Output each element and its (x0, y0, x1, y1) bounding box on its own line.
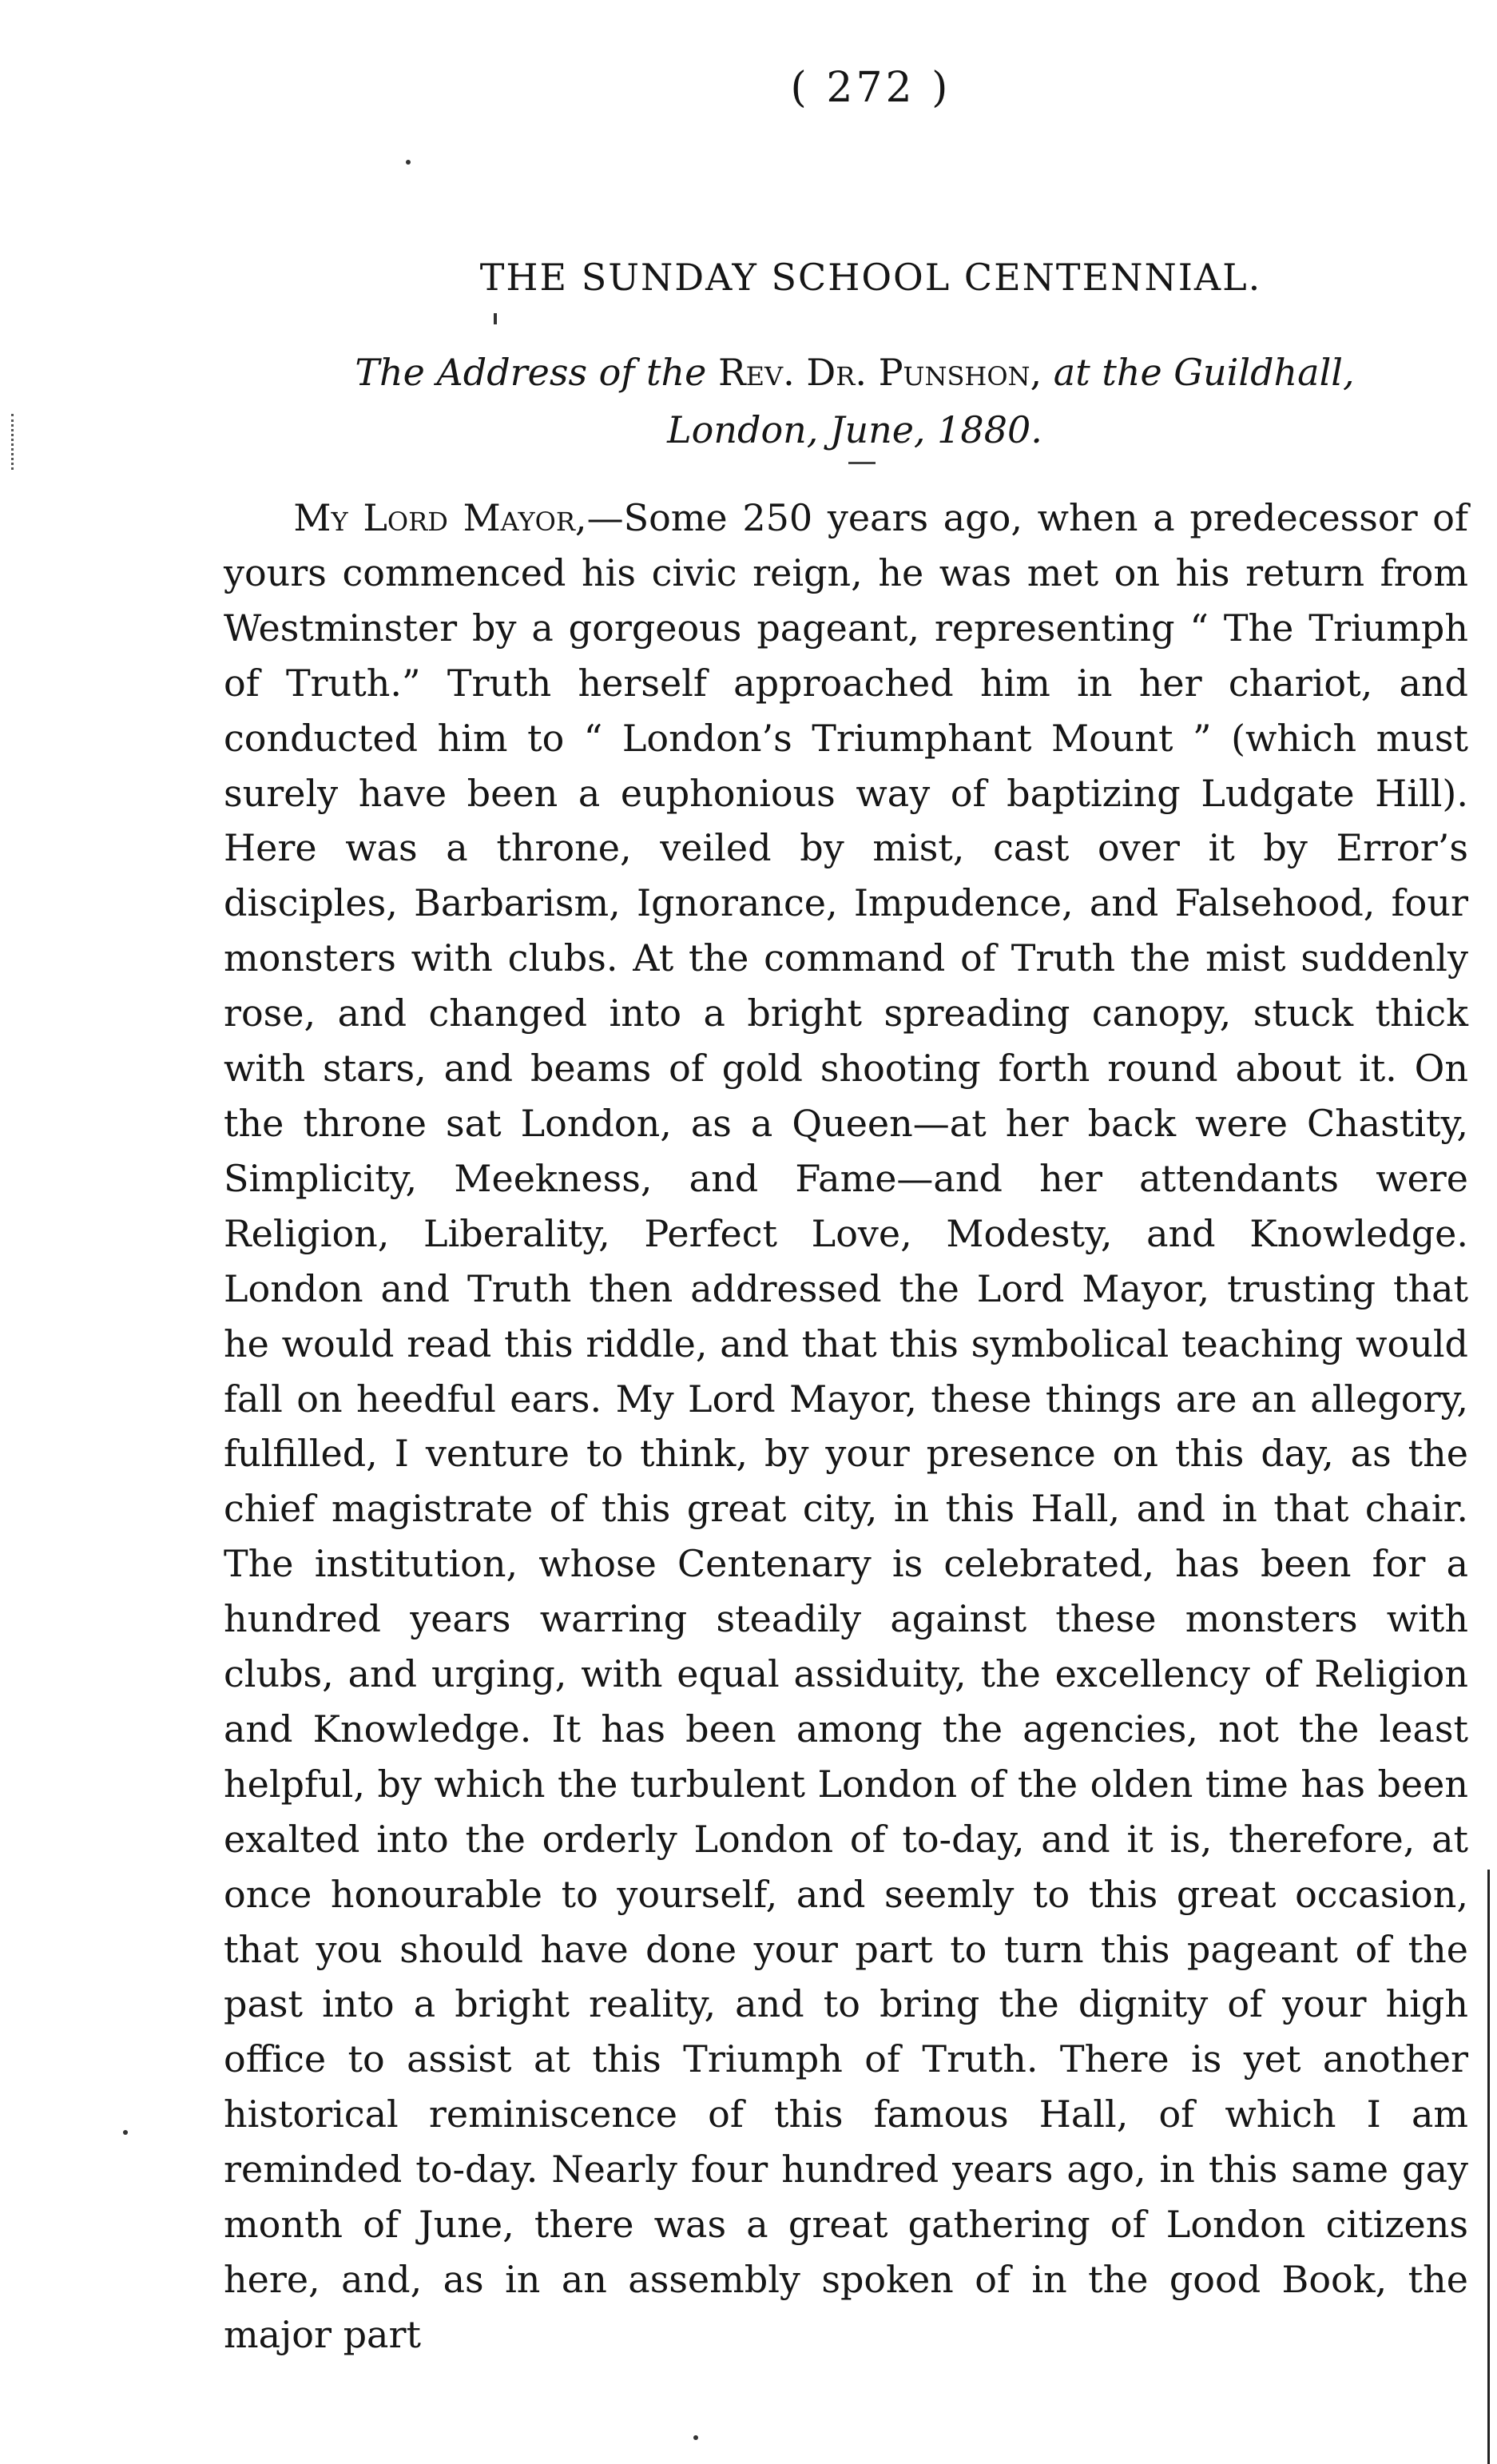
subtitle-speaker: Rev. Dr. Punshon, (718, 351, 1042, 394)
salutation: My Lord Mayor, (293, 496, 587, 539)
page-edge-line (1487, 1870, 1493, 2464)
body-paragraph (224, 491, 1468, 2363)
page-number: ( 272 ) (790, 64, 951, 112)
margin-dots (11, 414, 17, 470)
article-subtitle (264, 344, 1446, 459)
subtitle-part-1: The Address of the (355, 351, 707, 394)
article-title: THE SUNDAY SCHOOL CENTENNIAL. (479, 256, 1262, 299)
ink-speck (494, 313, 497, 324)
subtitle-place-date: London, June, 1880. (667, 408, 1042, 451)
separator-rule (848, 462, 876, 464)
ink-speck (406, 160, 411, 165)
ink-speck (693, 2435, 698, 2440)
body-text: —Some 250 years ago, when a predecessor of yours commenced his civic reign, he was met on his return from Westminster by a gorgeous pageant, representing “ The Triumph of Truth.” Truth herself approached him in her chariot, and conducted him to “ London’s Triumphant Mount ” (which must surely have been a euphonious way of baptizing Ludgate Hill). Here was a throne, veiled by mist, cast over it by Error’s disciples, Barbarism, Ignorance, Impudence, and Falsehood, four monsters with clubs. At the command of Truth the mist suddenly rose, and changed into a bright spreading canopy, stuck thick with stars, and beams of gold shooting forth round about it. On the throne sat London, as a Queen—at her back were Chastity, Simplicity, Meekness, and Fame—and her attendants were Religion, Liberality, Perfect Love, Modesty, and Knowledge. London and Truth then addressed the Lord Mayor, trusting that he would read this riddle, and that this symbolical teaching would fall on heedful ears. My Lord Mayor, these things are an allegory, fulfilled, I venture to think, by your presence on this day, as the chief magistrate of this great city, in this Hall, and in that chair. The institution, whose Centenary is celebrated, has been for a hundred years warring steadily against these monsters with clubs, and urging, with equal assiduity, the excellency of Religion and Knowledge. It has been among the agencies, not the least helpful, by which the turbulent London of the olden time has been exalted into the orderly London of to-day, and it is, therefore, at once honourable to yourself, and seemly to this great occasion, that you should have done your part to turn this pageant of the past into a bright reality, and to bring the dignity of your high office to assist at this Triumph of Truth. There is yet another historical reminiscence of this famous Hall, of which I am reminded to-day. Nearly four hundred years ago, in this same gay month of June, there was a great gathering of London citizens here, and, as in an assembly spoken of in the good Book, the major part (224, 496, 1468, 2356)
ink-speck (123, 2130, 128, 2135)
subtitle-part-2: at the Guildhall, (1053, 351, 1355, 394)
